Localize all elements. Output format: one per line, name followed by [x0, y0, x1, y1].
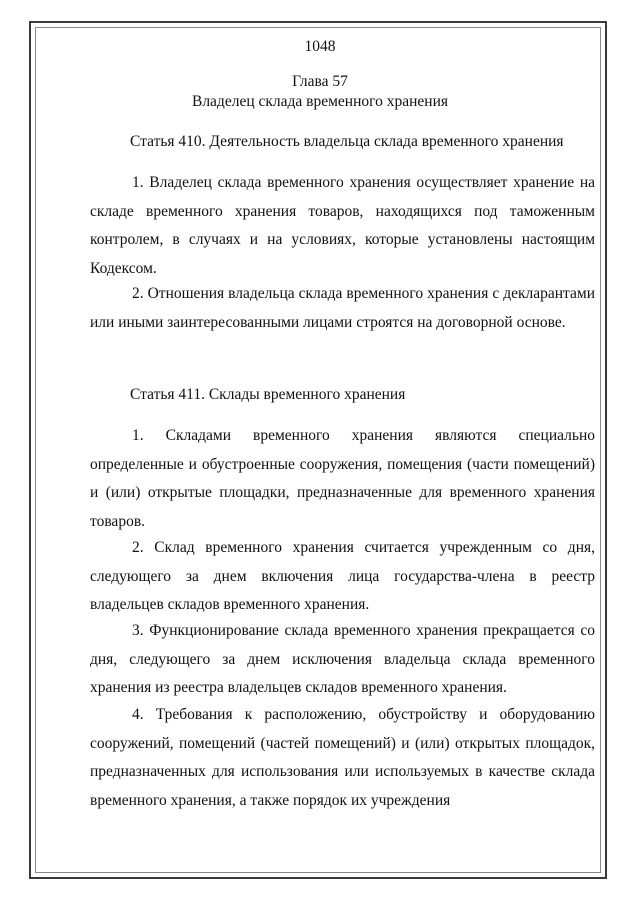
- article-410-title: Статья 410. Деятельность владельца склада временного хранения: [130, 133, 564, 150]
- page-number: 1048: [304, 38, 336, 55]
- article-411-paragraph-2: 2. Склад временного хранения считается учрежденным со дня, следующего за днем включения лица государства-члена в реестр владельцев складов временного хранения.: [90, 539, 595, 614]
- article-411-paragraph-1: 1. Складами временного хранения являются специально определенные и обустроенные сооружения, помещения (части помещений) и (или) открытые площадки, предназначенные для временного хранения товаров.: [90, 427, 595, 531]
- chapter-title: Владелец склада временного хранения: [191, 93, 448, 110]
- article-411-title: Статья 411. Склады временного хранения: [130, 386, 406, 403]
- chapter-label: Глава 57: [292, 73, 348, 90]
- article-411-paragraph-4: 4. Требования к расположению, обустройству и оборудованию сооружений, помещений (частей помещений) и (или) открытых площадок, предназначенных для использования или используемых в качестве склада временного хранения, а также порядок их учреждения: [90, 706, 595, 810]
- article-411-paragraph-3: 3. Функционирование склада временного хранения прекращается со дня, следующего за днем исключения владельца склада временного хранения из реестра владельцев складов временного хранения.: [90, 622, 595, 697]
- chapter-heading: [0, 72, 640, 112]
- article-410-paragraph-1: 1. Владелец склада временного хранения осуществляет хранение на складе временного хранения товаров, находящихся под таможенным контролем, в случаях и на условиях, которые установлены настоящим Кодексом.: [90, 174, 595, 278]
- article-410-paragraph-2: 2. Отношения владельца склада временного хранения с декларантами или иными заинтересованными лицами строятся на договорной основе.: [90, 285, 595, 331]
